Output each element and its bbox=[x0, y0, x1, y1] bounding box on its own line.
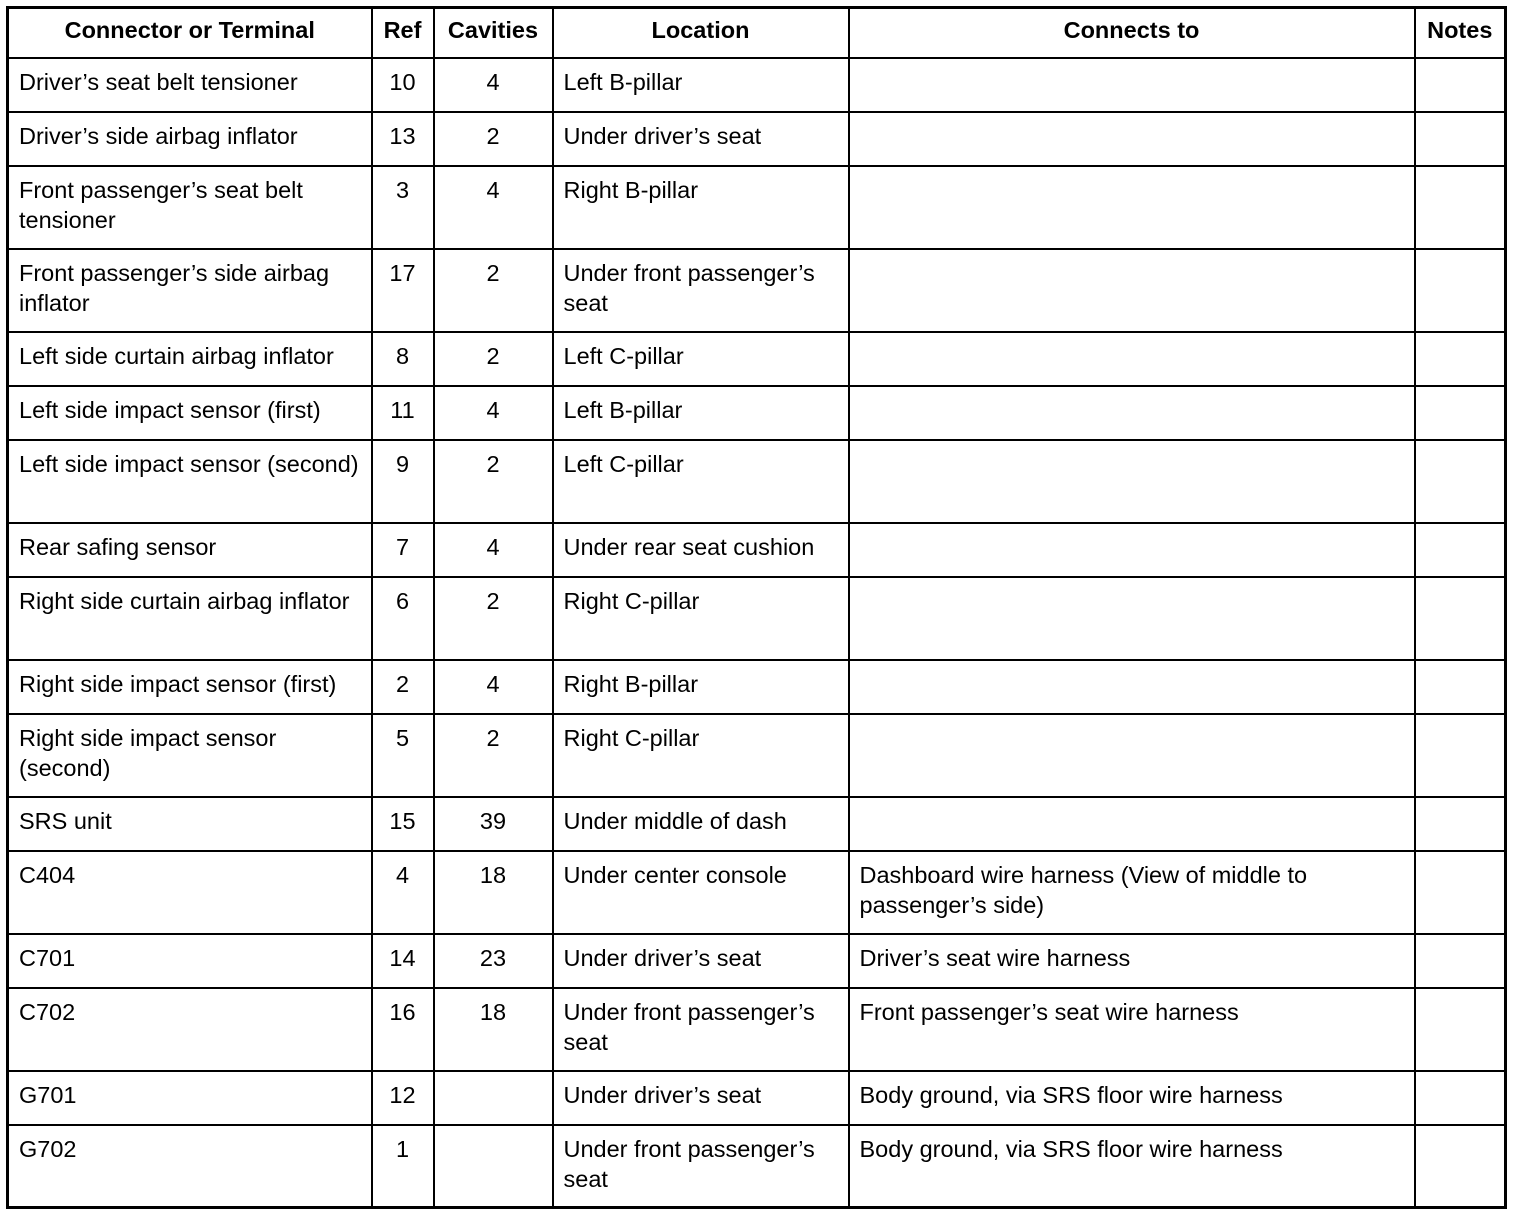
cavities-cell: 4 bbox=[434, 523, 553, 577]
notes-cell bbox=[1415, 577, 1506, 660]
connects-to-cell: Dashboard wire harness (View of middle to passenger’s side) bbox=[849, 851, 1415, 934]
connector-cell: SRS unit bbox=[8, 797, 372, 851]
ref-cell: 3 bbox=[372, 166, 434, 249]
table-row bbox=[8, 440, 1506, 523]
notes-cell bbox=[1415, 797, 1506, 851]
connects-to-cell bbox=[849, 112, 1415, 166]
header-ref: Ref bbox=[372, 8, 434, 58]
connector-cell: Driver’s side airbag inflator bbox=[8, 112, 372, 166]
ref-cell: 9 bbox=[372, 440, 434, 523]
header-location: Location bbox=[553, 8, 849, 58]
table-row bbox=[8, 797, 1506, 851]
cavities-cell: 4 bbox=[434, 660, 553, 714]
table-row bbox=[8, 112, 1506, 166]
location-cell: Right C-pillar bbox=[553, 577, 849, 660]
table-row bbox=[8, 714, 1506, 797]
location-cell: Under driver’s seat bbox=[553, 112, 849, 166]
ref-cell: 16 bbox=[372, 988, 434, 1071]
cavities-cell: 18 bbox=[434, 988, 553, 1071]
notes-cell bbox=[1415, 934, 1506, 988]
notes-cell bbox=[1415, 1071, 1506, 1125]
connector-cell: C701 bbox=[8, 934, 372, 988]
location-cell: Right B-pillar bbox=[553, 660, 849, 714]
connects-to-cell bbox=[849, 577, 1415, 660]
cavities-cell: 2 bbox=[434, 249, 553, 332]
location-cell: Left B-pillar bbox=[553, 58, 849, 112]
connector-cell: Front passenger’s side airbag inflator bbox=[8, 249, 372, 332]
notes-cell bbox=[1415, 249, 1506, 332]
location-cell: Under driver’s seat bbox=[553, 934, 849, 988]
connector-cell: G702 bbox=[8, 1125, 372, 1208]
connector-cell: Rear safing sensor bbox=[8, 523, 372, 577]
notes-cell bbox=[1415, 112, 1506, 166]
cavities-cell: 2 bbox=[434, 332, 553, 386]
ref-cell: 15 bbox=[372, 797, 434, 851]
cavities-cell: 2 bbox=[434, 577, 553, 660]
table-row bbox=[8, 1071, 1506, 1125]
notes-cell bbox=[1415, 660, 1506, 714]
table-row bbox=[8, 660, 1506, 714]
connects-to-cell bbox=[849, 58, 1415, 112]
table-row bbox=[8, 851, 1506, 934]
header-cavities: Cavities bbox=[434, 8, 553, 58]
ref-cell: 5 bbox=[372, 714, 434, 797]
notes-cell bbox=[1415, 58, 1506, 112]
connects-to-cell bbox=[849, 249, 1415, 332]
connects-to-cell bbox=[849, 332, 1415, 386]
table-row bbox=[8, 166, 1506, 249]
header-notes: Notes bbox=[1415, 8, 1506, 58]
header-connector: Connector or Terminal bbox=[8, 8, 372, 58]
connector-cell: Left side impact sensor (first) bbox=[8, 386, 372, 440]
connects-to-cell: Body ground, via SRS floor wire harness bbox=[849, 1071, 1415, 1125]
table-row bbox=[8, 523, 1506, 577]
connects-to-cell bbox=[849, 523, 1415, 577]
connector-table-container bbox=[6, 6, 1507, 1209]
connector-cell: Right side curtain airbag inflator bbox=[8, 577, 372, 660]
connector-cell: G701 bbox=[8, 1071, 372, 1125]
notes-cell bbox=[1415, 386, 1506, 440]
connector-cell: Right side impact sensor (first) bbox=[8, 660, 372, 714]
table-row bbox=[8, 386, 1506, 440]
location-cell: Left C-pillar bbox=[553, 332, 849, 386]
location-cell: Under front passenger’s seat bbox=[553, 1125, 849, 1208]
connects-to-cell bbox=[849, 714, 1415, 797]
notes-cell bbox=[1415, 1125, 1506, 1208]
connector-cell: Driver’s seat belt tensioner bbox=[8, 58, 372, 112]
connector-cell: Left side impact sensor (second) bbox=[8, 440, 372, 523]
cavities-cell bbox=[434, 1125, 553, 1208]
connector-cell: Left side curtain airbag inflator bbox=[8, 332, 372, 386]
ref-cell: 7 bbox=[372, 523, 434, 577]
table-row bbox=[8, 332, 1506, 386]
cavities-cell bbox=[434, 1071, 553, 1125]
connects-to-cell bbox=[849, 166, 1415, 249]
table-row bbox=[8, 58, 1506, 112]
location-cell: Under rear seat cushion bbox=[553, 523, 849, 577]
ref-cell: 8 bbox=[372, 332, 434, 386]
cavities-cell: 4 bbox=[434, 166, 553, 249]
cavities-cell: 4 bbox=[434, 58, 553, 112]
connects-to-cell bbox=[849, 386, 1415, 440]
notes-cell bbox=[1415, 523, 1506, 577]
connects-to-cell: Body ground, via SRS floor wire harness bbox=[849, 1125, 1415, 1208]
connects-to-cell bbox=[849, 440, 1415, 523]
cavities-cell: 2 bbox=[434, 440, 553, 523]
table-row bbox=[8, 934, 1506, 988]
cavities-cell: 18 bbox=[434, 851, 553, 934]
connector-cell: C404 bbox=[8, 851, 372, 934]
cavities-cell: 23 bbox=[434, 934, 553, 988]
notes-cell bbox=[1415, 332, 1506, 386]
location-cell: Under driver’s seat bbox=[553, 1071, 849, 1125]
table-row bbox=[8, 249, 1506, 332]
cavities-cell: 4 bbox=[434, 386, 553, 440]
connector-cell: Right side impact sensor (second) bbox=[8, 714, 372, 797]
location-cell: Left B-pillar bbox=[553, 386, 849, 440]
notes-cell bbox=[1415, 988, 1506, 1071]
connects-to-cell: Driver’s seat wire harness bbox=[849, 934, 1415, 988]
table-row bbox=[8, 1125, 1506, 1208]
connector-cell: Front passenger’s seat belt tensioner bbox=[8, 166, 372, 249]
ref-cell: 1 bbox=[372, 1125, 434, 1208]
table-row bbox=[8, 577, 1506, 660]
connector-table bbox=[6, 6, 1507, 1209]
cavities-cell: 39 bbox=[434, 797, 553, 851]
ref-cell: 10 bbox=[372, 58, 434, 112]
notes-cell bbox=[1415, 166, 1506, 249]
location-cell: Under front passenger’s seat bbox=[553, 249, 849, 332]
connects-to-cell bbox=[849, 660, 1415, 714]
notes-cell bbox=[1415, 440, 1506, 523]
ref-cell: 6 bbox=[372, 577, 434, 660]
header-connects-to: Connects to bbox=[849, 8, 1415, 58]
ref-cell: 14 bbox=[372, 934, 434, 988]
connector-cell: C702 bbox=[8, 988, 372, 1071]
ref-cell: 4 bbox=[372, 851, 434, 934]
table-row bbox=[8, 988, 1506, 1071]
notes-cell bbox=[1415, 714, 1506, 797]
cavities-cell: 2 bbox=[434, 714, 553, 797]
location-cell: Under middle of dash bbox=[553, 797, 849, 851]
connects-to-cell bbox=[849, 797, 1415, 851]
connects-to-cell: Front passenger’s seat wire harness bbox=[849, 988, 1415, 1071]
notes-cell bbox=[1415, 851, 1506, 934]
location-cell: Right B-pillar bbox=[553, 166, 849, 249]
ref-cell: 2 bbox=[372, 660, 434, 714]
ref-cell: 17 bbox=[372, 249, 434, 332]
location-cell: Right C-pillar bbox=[553, 714, 849, 797]
cavities-cell: 2 bbox=[434, 112, 553, 166]
location-cell: Under front passenger’s seat bbox=[553, 988, 849, 1071]
ref-cell: 12 bbox=[372, 1071, 434, 1125]
ref-cell: 13 bbox=[372, 112, 434, 166]
header-row bbox=[8, 8, 1506, 58]
location-cell: Under center console bbox=[553, 851, 849, 934]
ref-cell: 11 bbox=[372, 386, 434, 440]
location-cell: Left C-pillar bbox=[553, 440, 849, 523]
